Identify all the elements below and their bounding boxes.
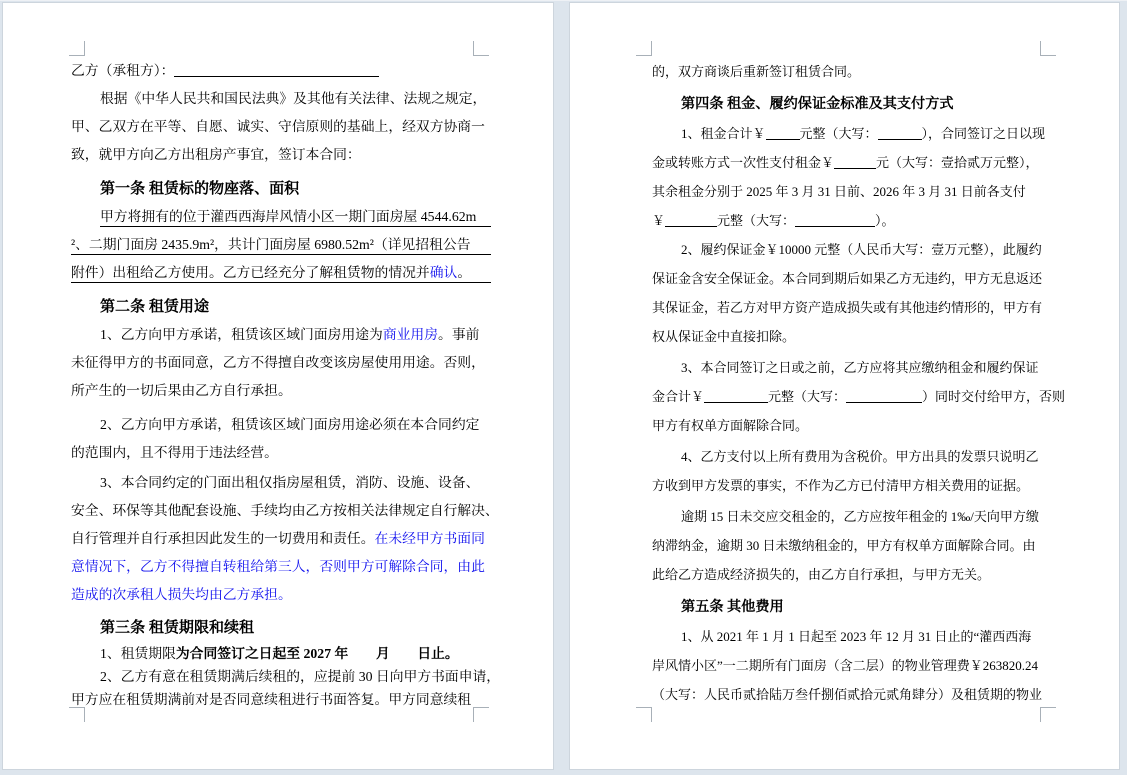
text-line[interactable] — [652, 471, 1044, 500]
text-line[interactable] — [71, 231, 491, 259]
text-segment: 元整（大写： — [768, 389, 847, 404]
text-segment: 所产生的一切后果由乙方自行承担。 — [71, 383, 292, 398]
text-line[interactable] — [652, 235, 1044, 264]
text-line[interactable] — [71, 553, 491, 581]
text-segment: 2、乙方有意在租赁期满后续租的，应提前 30 日向甲方书面申请， — [100, 669, 501, 684]
text-segment: 安全、环保等其他配套设施、手续均由乙方按相关法律规定自行解决、 — [71, 503, 499, 518]
text-segment: 4、乙方支付以上所有费用为含税价。甲方出具的发票只说明乙 — [681, 449, 1039, 464]
text-line[interactable] — [71, 259, 491, 287]
page-right[interactable] — [569, 2, 1120, 770]
text-segment: 第五条 其他费用 — [681, 599, 784, 615]
text-segment: 乙方（承租方）： — [71, 63, 175, 78]
text-segment: 3、本合同约定的门面出租仅指房屋租赁，消防、设施、设备、 — [100, 475, 480, 490]
text-segment: 第三条 租赁期限和续租 — [100, 620, 255, 636]
text-line[interactable] — [652, 680, 1044, 709]
text-segment: 。 — [457, 265, 472, 280]
text-segment: 方收到甲方发票的事实，不作为乙方已付清甲方相关费用的证据。 — [652, 478, 1030, 493]
text-line[interactable] — [71, 581, 491, 609]
text-segment: 3、本合同签订之日或之前，乙方应将其应缴纳租金和履约保证 — [681, 360, 1039, 375]
text-segment: ￥ — [652, 213, 666, 228]
clause-heading-line[interactable] — [652, 593, 1044, 622]
text-segment: 致，就甲方向乙方出租房产事宜，签订本合同： — [71, 147, 361, 162]
text-segment: 此给乙方造成经济损失的，由乙方自行承担，与甲方无关。 — [652, 567, 991, 582]
text-line[interactable] — [71, 525, 491, 553]
text-segment: 第四条 租金、履约保证金标准及其支付方式 — [681, 96, 954, 112]
text-segment: 的，双方商谈后重新签订租赁合同。 — [652, 64, 861, 79]
text-line[interactable] — [71, 113, 491, 141]
text-segment: 根据《中华人民共和国民法典》及其他有关法律、法规之规定， — [100, 91, 487, 106]
text-segment: 元整（大写： — [799, 126, 878, 141]
text-segment: 未征得甲方的书面同意，乙方不得擅自改变该房屋使用用途。否则， — [71, 355, 485, 370]
page-left[interactable] — [2, 2, 554, 770]
fill-in-blank[interactable] — [834, 155, 876, 169]
text-segment: 甲方有权单方面解除合同。 — [652, 418, 809, 433]
text-line[interactable] — [652, 622, 1044, 651]
text-line[interactable] — [71, 85, 491, 113]
margin-mark-top-left-icon — [636, 41, 652, 56]
text-segment: 1、租金合计￥ — [681, 126, 766, 141]
text-segment: 岸风情小区”一二期所有门面房（含二层）的物业管理费￥263820.24 — [652, 658, 1039, 673]
text-line[interactable] — [652, 322, 1044, 351]
text-line[interactable] — [652, 264, 1044, 293]
text-line[interactable] — [652, 531, 1044, 560]
text-line[interactable] — [71, 321, 491, 349]
margin-mark-top-right-icon — [473, 41, 489, 56]
clause-heading-line[interactable] — [71, 614, 491, 642]
text-line[interactable] — [652, 206, 1044, 235]
text-line[interactable] — [652, 57, 1044, 86]
text-segment: ）。 — [875, 213, 895, 228]
text-line[interactable] — [71, 439, 491, 467]
text-line[interactable] — [71, 497, 499, 525]
text-segment: 附件）出租给乙方使用。乙方已经充分了解租赁物的情况并 — [71, 265, 430, 280]
text-segment: 元（大写：壹拾贰万元整）， — [876, 155, 1039, 170]
text-segment: 元整（大写： — [717, 213, 796, 228]
margin-mark-top-left-icon — [69, 41, 85, 56]
text-segment: ），合同签订之日以现 — [921, 126, 1046, 141]
text-line[interactable] — [71, 642, 491, 665]
text-line[interactable] — [652, 411, 1044, 440]
text-line[interactable] — [71, 141, 491, 169]
margin-mark-bottom-right-icon — [1040, 707, 1056, 722]
text-segment: 甲、乙双方在平等、自愿、诚实、守信原则的基础上，经双方协商一 — [71, 119, 485, 134]
text-segment: 第二条 租赁用途 — [100, 299, 209, 315]
text-segment: 1、从 2021 年 1 月 1 日起至 2023 年 12 月 31 日止的“灌西西海 — [681, 629, 1032, 644]
margin-mark-top-right-icon — [1040, 41, 1056, 56]
text-segment: 其余租金分别于 2025 年 3 月 31 日前、2026 年 3 月 31 日前各支付 — [652, 184, 1026, 199]
text-segment: （大写：人民币贰拾陆万叁仟捌佰贰拾元贰角肆分）及租赁期的物业 — [652, 687, 1043, 702]
fill-in-blank[interactable] — [174, 63, 379, 77]
text-segment: 金合计￥ — [652, 389, 705, 404]
margin-mark-bottom-left-icon — [636, 707, 652, 722]
fill-in-blank[interactable] — [665, 213, 717, 227]
text-line[interactable] — [652, 177, 1044, 206]
highlighted-text: 意情况下，乙方不得擅自转租给第三人，否则甲方可解除合同，由此 — [71, 559, 485, 574]
text-line[interactable] — [71, 203, 491, 231]
clause-heading-line[interactable] — [71, 293, 491, 321]
text-segment: 的范围内，且不得用于违法经营。 — [71, 445, 278, 460]
page-text-right — [652, 57, 1066, 709]
text-line[interactable] — [652, 148, 1044, 177]
text-line[interactable] — [71, 688, 491, 711]
highlighted-text: 造成的次承租人损失均由乙方承担。 — [71, 587, 292, 602]
text-segment: 2、乙方向甲方承诺，租赁该区域门面房用途必须在本合同约定 — [100, 417, 480, 432]
clause-heading-line[interactable] — [652, 90, 1044, 119]
text-segment: 1、租赁期限 — [100, 646, 176, 661]
text-segment: ）同时交付给甲方，否则 — [922, 389, 1066, 404]
text-line[interactable] — [652, 293, 1044, 322]
text-segment: 甲方应在租赁期满前对是否同意续租进行书面答复。甲方同意续租 — [71, 692, 472, 707]
fill-in-blank[interactable] — [878, 126, 922, 140]
clause-heading-line[interactable] — [71, 175, 491, 203]
page-text-left — [71, 57, 501, 711]
text-segment: 1、乙方向甲方承诺，租赁该区域门面房用途为 — [100, 327, 383, 342]
fill-in-blank[interactable] — [766, 126, 800, 140]
text-segment: 第一条 租赁标的物座落、面积 — [100, 181, 300, 197]
text-segment: 。事前 — [438, 327, 480, 342]
highlighted-text: 在未经甲方书面同 — [374, 531, 485, 546]
text-line[interactable] — [652, 353, 1044, 382]
text-segment: 自行管理并自行承担因此发生的一切费用和责任。 — [71, 531, 375, 546]
text-line[interactable] — [71, 411, 491, 439]
highlighted-text: 确认 — [429, 265, 458, 280]
text-line[interactable] — [71, 377, 491, 405]
fill-in-blank[interactable] — [795, 213, 875, 227]
text-segment: 为合同签订之日起至 2027 年 月 日止。 — [175, 646, 459, 661]
text-line[interactable] — [652, 382, 1066, 411]
fill-in-blank[interactable] — [704, 389, 768, 403]
text-line[interactable] — [652, 651, 1044, 680]
text-segment: 金或转账方式一次性支付租金￥ — [652, 155, 835, 170]
text-line[interactable] — [652, 442, 1044, 471]
text-line[interactable] — [71, 665, 501, 688]
text-segment: ²、二期门面房 2435.9m²，共计门面房屋 6980.52m²（详见招租公告 — [71, 237, 471, 252]
text-line[interactable] — [652, 560, 1044, 589]
text-segment: 2、履约保证金￥10000 元整（人民币大写：壹万元整），此履约 — [681, 242, 1042, 257]
highlighted-text: 商业用房 — [382, 327, 439, 342]
text-segment: 甲方将拥有的位于灌西西海岸风情小区一期门面房屋 4544.62m — [100, 209, 477, 224]
fill-in-blank[interactable] — [846, 389, 922, 403]
text-segment: 逾期 15 日未交应交租金的，乙方应按年租金的 1‰/天向甲方缴 — [681, 509, 1039, 524]
text-segment: 权从保证金中直接扣除。 — [652, 329, 796, 344]
text-segment: 保证金含安全保证金。本合同到期后如果乙方无违约，甲方无息返还 — [652, 271, 1043, 286]
text-segment: 纳滞纳金，逾期 30 日未缴纳租金的，甲方有权单方面解除合同。由 — [652, 538, 1036, 553]
text-line[interactable] — [71, 469, 491, 497]
text-line[interactable] — [652, 119, 1044, 148]
text-line[interactable] — [652, 502, 1044, 531]
text-line[interactable] — [71, 349, 491, 377]
text-segment: 其保证金，若乙方对甲方资产造成损失或有其他违约情形的，甲方有 — [652, 300, 1043, 315]
text-line[interactable] — [71, 57, 491, 85]
